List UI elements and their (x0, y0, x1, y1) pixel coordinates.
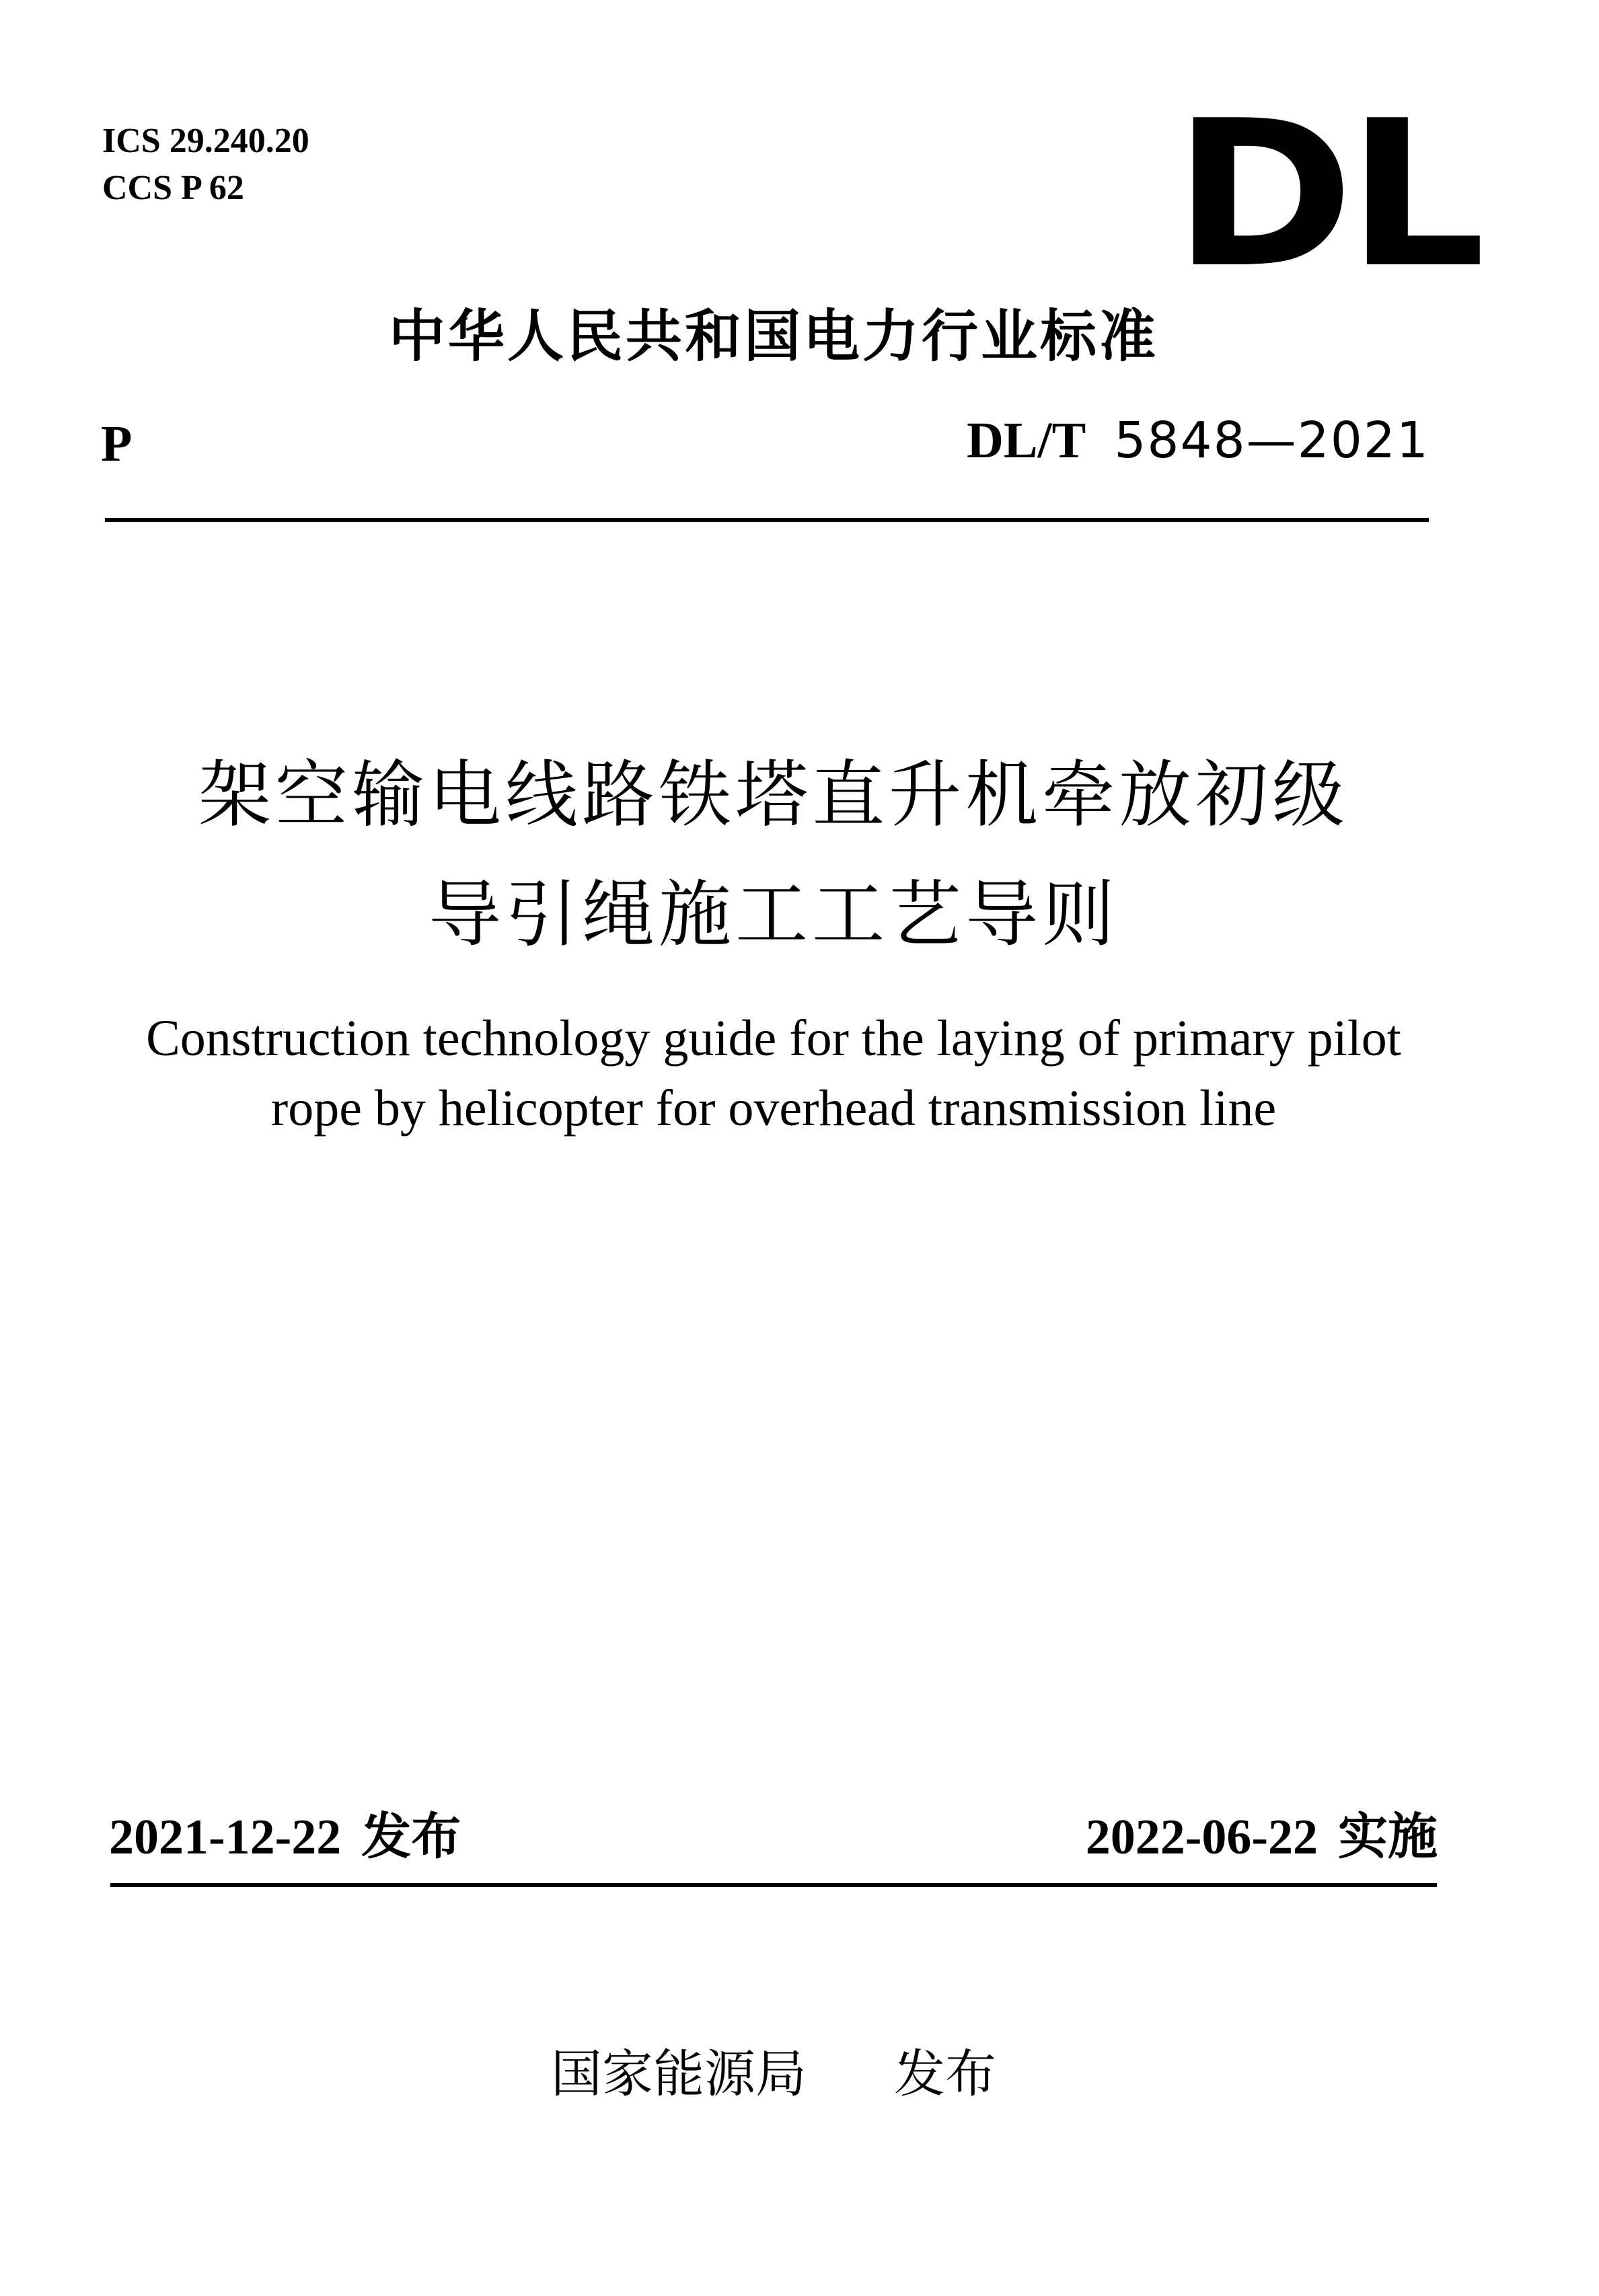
title-en-line-2: rope by helicopter for overhead transmission line (270, 1080, 1277, 1137)
standard-number-value: 5848—2021 (1114, 412, 1429, 469)
publisher-line (0, 2040, 1547, 2108)
footer-divider (110, 1883, 1437, 1887)
ics-code: ICS 29.240.20 (102, 122, 309, 160)
dl-logo: DL (1173, 77, 1479, 312)
issue-date-block (109, 1797, 461, 1884)
title-cn-line-2: 导引绳施工工艺导则 (428, 873, 1119, 957)
title-en-line-1: Construction technology guide for the laying of primary pilot (146, 1010, 1401, 1067)
ccs-code: CCS P 62 (102, 169, 244, 207)
publisher-action: 发布 (894, 2044, 996, 2104)
publisher-name: 国家能源局 (551, 2044, 807, 2104)
implementation-date: 2022-06-22 (1085, 1810, 1318, 1865)
issue-label: 发布 (361, 1808, 461, 1866)
header-divider (105, 518, 1429, 522)
classification-letter: P (101, 416, 133, 472)
implementation-label: 实施 (1338, 1808, 1438, 1866)
standard-prefix: DL/T (966, 412, 1086, 469)
implementation-date-block (1086, 1797, 1438, 1884)
issue-date: 2021-12-22 (109, 1810, 342, 1865)
title-cn-line-1: 架空输电线路铁塔直升机牵放初级 (198, 753, 1349, 837)
standard-number (967, 412, 1429, 485)
national-standard-title: 中华人民共和国电力行业标准 (388, 303, 1158, 369)
